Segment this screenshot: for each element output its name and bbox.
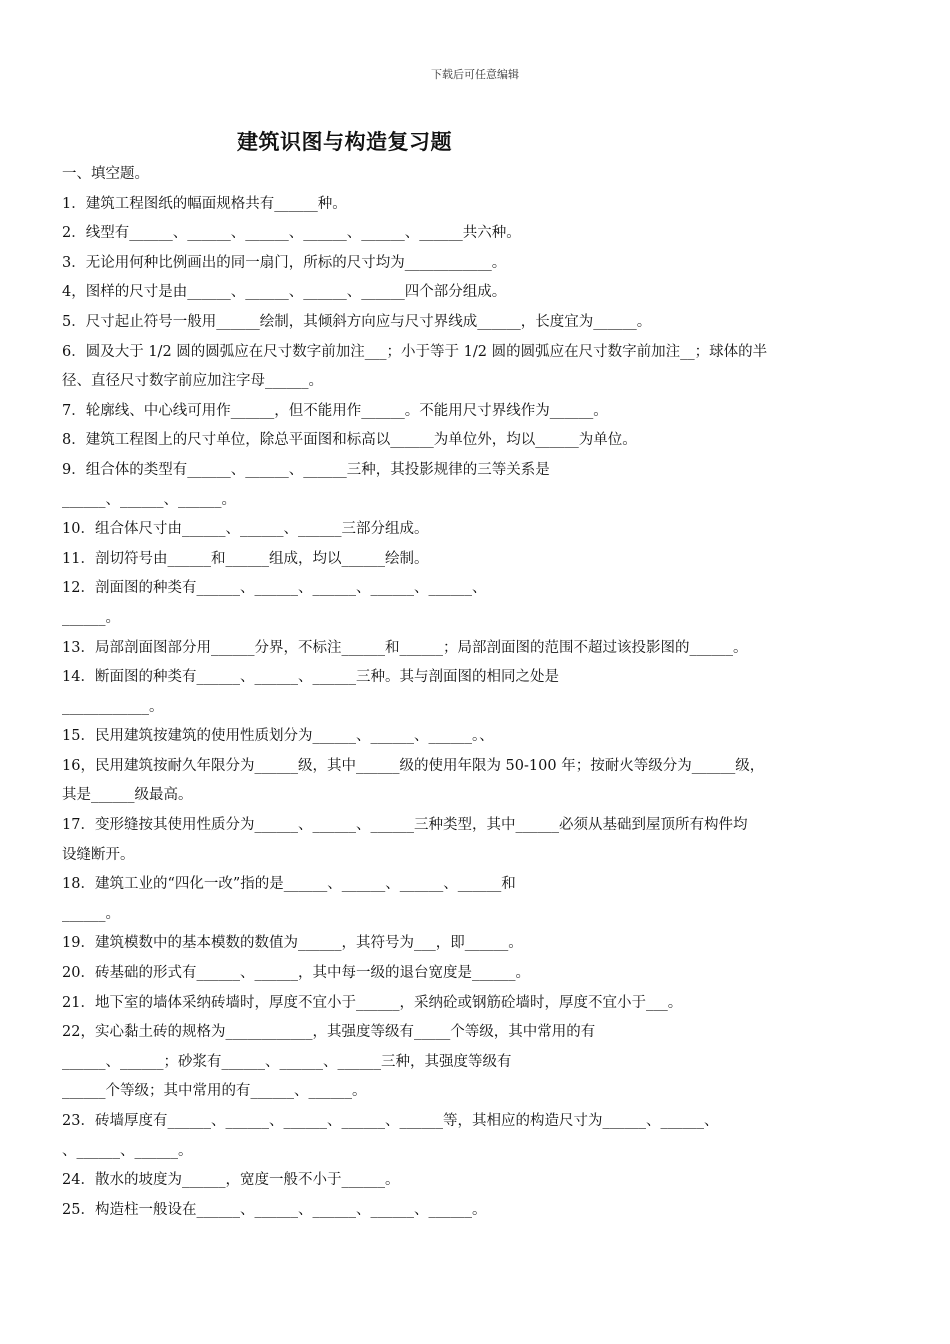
question-line: 2．线型有______、______、______、______、______、______共六种。 xyxy=(62,225,521,242)
question-line: 4，图样的尺寸是由______、______、______、______四个部分组成。 xyxy=(62,284,507,301)
question-line: 10．组合体尺寸由______、______、______三部分组成。 xyxy=(62,521,429,538)
section-heading: 一、填空题。 xyxy=(62,166,149,182)
question-line: 21．地下室的墙体采纳砖墙时，厚度不宜小于______，采纳砼或钢筋砼墙时，厚度不宜小于___。 xyxy=(62,994,683,1011)
question-line: 17．变形缝按其使用性质分为______、______、______三种类型，其中______必须从基础到屋顶所有构件均 xyxy=(62,817,748,834)
question-line: 20．砖基础的形式有______、______，其中每一级的退台宽度是______。 xyxy=(62,965,530,982)
question-line: 23．砖墙厚度有______、______、______、______、______等，其相应的构造尺寸为______、______、 xyxy=(62,1113,719,1129)
question-line: 19．建筑模数中的基本模数的数值为______，其符号为___，即______。 xyxy=(62,935,523,952)
question-line: 3．无论用何种比例画出的同一扇门，所标的尺寸均为____________。 xyxy=(62,254,507,271)
question-line: 8．建筑工程图上的尺寸单位，除总平面图和标高以______为单位外，均以______为单位。 xyxy=(62,432,637,449)
document-body xyxy=(62,160,874,1225)
question-line: 5．尺寸起止符号一般用______绘制，其倾斜方向应与尺寸界线成______，长度宜为______。 xyxy=(62,313,652,330)
question-line: 、______、______。 xyxy=(62,1142,193,1159)
question-line: 7．轮廓线、中心线可用作______，但不能用作______。不能用尺寸界线作为______。 xyxy=(62,402,608,419)
question-line: 18．建筑工业的“四化一改”指的是______、______、______、______和 xyxy=(62,876,516,893)
question-line: ____________。 xyxy=(62,698,164,715)
question-line: 25．构造柱一般设在______、______、______、______、______。 xyxy=(62,1201,487,1218)
question-line: 22，实心黏土砖的规格为____________，其强度等级有_____个等级，其中常用的有 xyxy=(62,1024,596,1041)
question-line: 14．断面图的种类有______、______、______三种。其与剖面图的相同之处是 xyxy=(62,669,559,686)
document-title: 建筑识图与构造复习题 xyxy=(237,129,452,154)
question-line: 16，民用建筑按耐久年限分为______级，其中______级的使用年限为 50-100 年；按耐火等级分为______级， xyxy=(62,757,765,774)
question-line: 15．民用建筑按建筑的使用性质划分为______、______、______。、 xyxy=(62,728,494,745)
question-line: ______个等级；其中常用的有______、______。 xyxy=(62,1083,367,1100)
question-line: ______。 xyxy=(62,905,120,922)
question-line: 径、直径尺寸数字前应加注字母______。 xyxy=(62,373,323,390)
header-note: 下载后可任意编辑 xyxy=(431,68,519,81)
question-line: 13．局部剖面图部分用______分界，不标注______和______；局部剖面图的范围不超过该投影图的______。 xyxy=(62,639,748,656)
question-line: 9．组合体的类型有______、______、______三种，其投影规律的三等关系是 xyxy=(62,461,550,478)
question-line: 24．散水的坡度为______，宽度一般不小于______。 xyxy=(62,1172,400,1189)
question-line: 设缝断开。 xyxy=(62,846,135,863)
question-line: ______、______；砂浆有______、______、______三种，其强度等级有 xyxy=(62,1053,512,1070)
question-line: 其是______级最高。 xyxy=(62,787,193,804)
question-line: 6．圆及大于 1/2 圆的圆弧应在尺寸数字前加注___；小于等于 1/2 圆的圆弧应在尺寸数字前加注__；球体的半 xyxy=(62,343,768,360)
question-line: ______。 xyxy=(62,609,120,626)
question-line: ______、______、______。 xyxy=(62,491,236,508)
question-line: 11．剖切符号由______和______组成，均以______绘制。 xyxy=(62,550,429,567)
question-line: 12．剖面图的种类有______、______、______、______、______、 xyxy=(62,580,487,597)
question-line: 1．建筑工程图纸的幅面规格共有______种。 xyxy=(62,195,347,212)
